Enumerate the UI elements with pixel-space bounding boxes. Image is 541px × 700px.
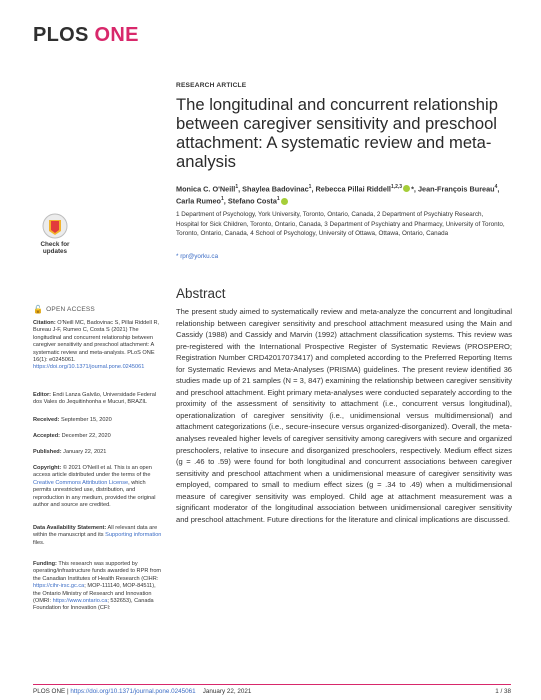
cihr-link[interactable]: https://cihr-irsc.gc.ca: [33, 583, 85, 590]
funding-text-mid: ; MOP-111140, MOP-84511), the Ontario Ministry of Research and Innovation (OMRI:: [33, 583, 156, 605]
accepted-label: Accepted:: [33, 433, 61, 439]
author-separator: ,: [497, 184, 500, 194]
author-affiliation-marker: 1: [276, 196, 280, 203]
author-name: Shaylea Badovinac: [242, 184, 309, 194]
data-availability-text: All relevant data are within the manuscript and its: [33, 525, 158, 539]
article-title: The longitudinal and concurrent relationship between caregiver sensitivity and preschool attachment: A systematic review and meta-analysis: [176, 95, 498, 171]
data-availability-block: [33, 525, 165, 547]
received-date: September 15, 2020: [61, 417, 112, 423]
author-affiliation-marker: 1,2,3: [390, 184, 403, 190]
editor-label: Editor:: [33, 392, 52, 398]
funding-text: This research was supported by operating/infrastructure funds awarded to RPR from the Canadian Institutes of Health Research (CIHR:: [33, 561, 162, 582]
footer-date: January 22, 2021: [202, 688, 252, 695]
received-block: [33, 417, 165, 424]
copyright-text: © 2021 O'Neill et al. This is an open access article distributed under the terms of the: [33, 465, 152, 479]
check-for-updates-label[interactable]: Check for updates: [40, 241, 70, 255]
funding-label: Funding:: [33, 561, 57, 567]
received-label: Received:: [33, 417, 60, 423]
page-number: 1 / 38: [495, 688, 511, 695]
footer-journal: PLOS ONE: [33, 688, 66, 695]
author-name: Stefano Costa: [227, 196, 277, 206]
affiliations: 1 Department of Psychology, York University, Toronto, Ontario, Canada, 2 Department of Psychiatry Research, Hospital for Sick Children, Toronto, Ontario, Canada, 3 Department of Psychiatry and Pharmacy, University of Toronto, Toronto, Ontario, Canada, 4 School of Psychology, University of Ottawa, Ottawa, Ontario, Canada: [176, 211, 505, 237]
copyright-text-end: , which permits unrestricted use, distribution, and reproduction in any medium, provided the original author and source are credited.: [33, 479, 156, 509]
footer-separator: |: [66, 688, 69, 695]
citation-block: [33, 320, 165, 372]
citation-text: O'Neill MC, Badovinac S, Pillai Riddell R, Bureau J-F, Rumeo C, Costa S (2021) The longitudinal and concurrent relationship between caregiver sensitivity and preschool attachment: A systematic review and meta-analysis. PLoS ONE 16(1): e0245061.: [33, 320, 160, 364]
footer-divider: [33, 684, 511, 685]
editor-block: [33, 392, 165, 407]
citation-doi-link[interactable]: https://doi.org/10.1371/journal.pone.0245061: [33, 364, 145, 371]
footer-doi-link[interactable]: https://doi.org/10.1371/journal.pone.0245061: [70, 688, 196, 695]
data-availability-label: Data Availability Statement:: [33, 525, 107, 531]
data-availability-text-end: files.: [33, 539, 45, 546]
citation-label: Citation:: [33, 320, 56, 326]
editor-text: Endi Lanza Galvão, Universidade Federal dos Vales do Jequitinhonha e Mucuri, BRAZIL: [33, 392, 157, 406]
open-access-label: OPEN ACCESS: [46, 306, 95, 313]
open-lock-icon: 🔓: [33, 305, 44, 314]
funding-block: [33, 561, 165, 613]
published-block: [33, 449, 165, 456]
open-access-badge: [33, 305, 95, 314]
accepted-block: [33, 433, 165, 440]
article-type: RESEARCH ARTICLE: [176, 82, 247, 89]
journal-logo-one: ONE: [94, 24, 139, 46]
check-for-updates-icon[interactable]: [36, 212, 74, 266]
copyright-block: [33, 465, 165, 509]
cc-license-link[interactable]: Creative Commons Attribution License: [33, 479, 129, 486]
published-label: Published:: [33, 449, 62, 455]
corresponding-email[interactable]: * rpr@yorku.ca: [176, 253, 219, 260]
abstract-heading: Abstract: [176, 286, 226, 301]
author-affiliation-marker: 4: [494, 184, 498, 190]
author-name: Jean-François Bureau: [417, 184, 495, 194]
funding-text-end: ; 532653), Canada Foundation for Innovation (CFI:: [33, 598, 154, 612]
author-affiliation-marker: 1: [221, 196, 224, 203]
copyright-label: Copyright:: [33, 465, 62, 471]
author-affiliation-marker: 1: [308, 184, 312, 190]
page-footer: [33, 688, 511, 695]
supporting-information-link[interactable]: Supporting information: [105, 532, 162, 539]
author-separator: *,: [411, 184, 418, 194]
ontario-link[interactable]: https://www.ontario.ca: [52, 598, 108, 605]
author-separator: ,: [238, 184, 243, 194]
author-separator: ,: [311, 184, 316, 194]
author-list: [176, 182, 506, 207]
author-name: Monica C. O'Neill: [176, 184, 236, 194]
journal-logo[interactable]: [33, 24, 139, 47]
author-name: Rebecca Pillai Riddell: [315, 184, 391, 194]
published-date: January 22, 2021: [63, 449, 107, 455]
orcid-icon[interactable]: [403, 185, 410, 192]
journal-logo-plos: PLOS: [33, 24, 89, 46]
author-name: Carla Rumeo: [176, 196, 222, 206]
accepted-date: December 22, 2020: [61, 433, 111, 439]
author-affiliation-marker: 1: [235, 184, 239, 190]
author-separator: ,: [223, 196, 228, 206]
abstract-text: The present study aimed to systematically review and meta-analyze the concurrent and longitudinal relationship between caregiver sensitivity and preschool attachment measured using the Main and Cassidy (1988) and Cassidy and Marvin (1992) attachment classification systems. This review was pre-registered with the International Prospective Register of Systematic Reviews (PROSPERO; Registration Number CRD42017073417) and completed according to the Preferred Reporting Items for Systematic Reviews and Meta-Analyses (PRISMA) guidelines. The present review identified 36 studies made up of 21 samples (N = 3, 847) examining the relationship between caregiver sensitivity and preschool attachment. Eight primary meta-analyses were conducted separately according to the proximity of the assessment of sensitivity to attachment (i.e., concurrent versus longitudinal), operationalization of caregiver sensitivity (i.e., unidimensional versus multidimensional) and attachment categorizations (i.e., secure-insecure versus organized-disorganized). Overall, the meta-analyses revealed higher levels of caregiver sensitivity among caregivers with secure and organized preschoolers, relative to insecure and disorganized preschoolers, respectively. Medium effect sizes (g = .46 to .59) were found for both longitudinal and concurrent associations between caregiver sensitivity and preschool attachment when a unidimensional measure of caregiver sensitivity was employed, compared to small to medium effect sizes (g = .34 to .49) when a multidimensional measure of caregiver sensitivity was employed. Child age at attachment measurement was a significant moderator of the longitudinal association between unidimensional caregiver sensitivity and preschool attachment. Future directions for the literature and clinical implications are discussed.: [176, 307, 512, 524]
orcid-icon[interactable]: [281, 198, 288, 205]
